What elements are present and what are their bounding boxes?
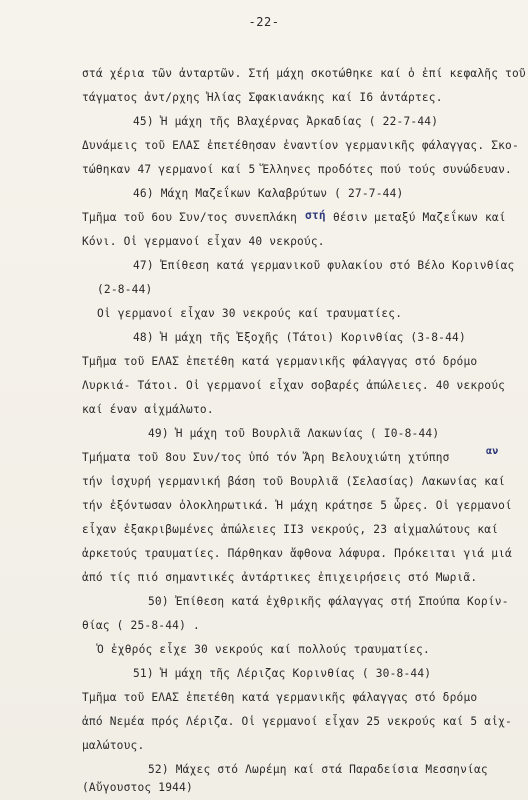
- section-heading: 47) Ἐπίθεση κατά γερμανικοῦ φυλακίου στό Βέλο Κορινθίας: [133, 259, 515, 272]
- text-line: Ὁ ἐχθρός εἶχε 30 νεκρούς καί πολλούς τραυματίες.: [97, 643, 430, 656]
- text-line: ἀπό τίς πιό σημαντικές ἀντάρτικες ἐπιχειρήσεις στό Μωριᾶ.: [82, 571, 478, 584]
- section-heading: 50) Ἐπίθεση κατά ἐχθρικῆς φάλαγγας στή Σπούπα Κορίν-: [148, 595, 509, 608]
- text-line: καί έναν αἰχμάλωτο.: [82, 403, 214, 416]
- section-heading: 49) Ἡ μάχη τοῦ Βουρλιᾶ Λακωνίας ( Ι0-8-44): [148, 427, 440, 440]
- text-line: (Αὔγουστος 1944): [82, 781, 193, 794]
- text-line: Τμήματα τοῦ 8ου Συν/τος ὑπό τόν Ἄρη Βελουχιώτη χτύπησ: [82, 451, 450, 464]
- text-line: στά χέρια τῶν ἀνταρτῶν. Στή μάχη σκοτώθηκε καί ὁ ἐπί κεφαλῆς τοῦ: [82, 67, 526, 80]
- text-line: μεταξύ Μαζεΐκων καί: [374, 211, 506, 224]
- text-line: τήν ἰσχυρή γερμανική βάση τοῦ Βουρλιᾶ (Σελασίας) Λακωνίας καί: [82, 475, 506, 488]
- text-line: τήν ἐξόντωσαν ὁλοκληρωτικά. Ἡ μάχη κράτησε 5 ὧρες. Οἱ γερμανοί: [82, 499, 512, 512]
- text-line: εἶχαν ἐξακριβωμένες ἀπώλειες ΙΙ3 νεκρούς, 23 αἰχμαλώτους καί: [82, 523, 499, 536]
- section-heading: 51) Ἡ μάχη τῆς Λέριζας Κορινθίας ( 30-8-44): [133, 667, 432, 680]
- section-heading: 52) Μάχες στό Λωρέμη καί στά Παραδείσια Μεσσηνίας: [148, 763, 488, 776]
- page-number: -22-: [248, 15, 280, 29]
- handwritten-correction: αν: [486, 446, 499, 457]
- text-line: θίας ( 25-8-44) .: [82, 619, 200, 632]
- text-line: Τμῆμα τοῦ ΕΛΑΣ ἐπετέθη κατά γερμανικῆς φάλαγγας στό δρόμο: [82, 691, 478, 704]
- text-line: Τμῆμα τοῦ ΕΛΑΣ ἐπετέθη κατά γερμανικῆς φάλαγγας στό δρόμο: [82, 355, 478, 368]
- text-line: Δυνάμεις τοῦ ΕΛΑΣ ἐπετέθησαν ἐναντίον γερμανικῆς φάλαγγας. Σκο-: [82, 139, 519, 152]
- text-line: Λυρκιά- Τάτοι. Οἱ γερμανοί εἶχαν σοβαρές ἀπώλειες. 40 νεκρούς: [82, 379, 506, 392]
- text-line: τώθηκαν 47 γερμανοί καί 5 Ἕλληνες προδότες πού τούς συνώδευαν.: [82, 163, 512, 176]
- section-heading: 45) Ἡ μάχη τῆς Βλαχέρνας Ἀρκαδίας ( 22-7-44): [133, 115, 439, 128]
- text-line: ἀρκετούς τραυματίες. Πάρθηκαν ἄφθονα λάφυρα. Πρόκειται γιά μιά: [82, 547, 512, 560]
- handwritten-correction: στή: [305, 209, 326, 222]
- section-heading: 46) Μάχη Μαζεΐκων Καλαβρύτων ( 27-7-44): [133, 187, 404, 200]
- text-line: (2-8-44): [97, 283, 153, 296]
- text-line: Οἱ γερμανοί εἶχαν 30 νεκρούς καί τραυματίες.: [97, 307, 403, 320]
- text-line: τάγματος ἀντ/ρχης Ἠλίας Σφακιανάκης καί Ι6 ἀντάρτες.: [82, 91, 443, 104]
- text-line: θέσιν: [333, 211, 368, 224]
- text-line: Κόνι. Οἱ γερμανοί εἶχαν 40 νεκρούς.: [82, 235, 325, 248]
- text-line: μαλώτους.: [82, 739, 145, 752]
- text-line: ἀπό Νεμέα πρός Λέριζα. Οἱ γερμανοί εἶχαν 25 νεκρούς καί 5 αἰχ-: [82, 715, 512, 728]
- section-heading: 48) Ἡ μάχη τῆς Ἐξοχῆς (Τάτοι) Κορινθίας (3-8-44): [133, 331, 466, 344]
- text-line: Τμῆμα τοῦ 6ου Συν/τος συνεπλάκη: [82, 211, 297, 224]
